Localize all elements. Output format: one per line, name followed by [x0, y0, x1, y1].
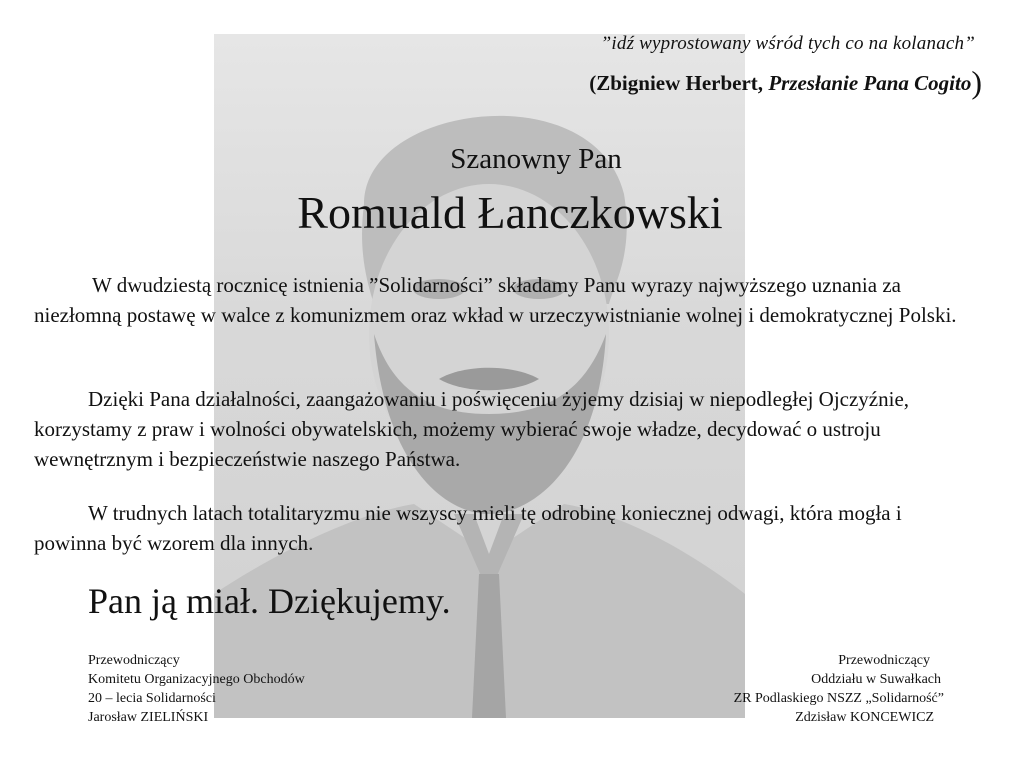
signature-title: Przewodniczący — [838, 653, 930, 668]
signature-organization-detail: ZR Podlaskiego NSZZ „Solidarność” — [733, 691, 944, 706]
signature-organization: Komitetu Organizacyjnego Obchodów — [88, 672, 305, 687]
paragraph-anniversary — [34, 270, 969, 330]
closing-statement: Pan ją miał. Dziękujemy. — [88, 581, 451, 621]
signature-name: Zdzisław KONCEWICZ — [795, 710, 934, 725]
recipient-name: Romuald Łanczkowski — [297, 187, 723, 238]
epigraph-quote: ”idź wyprostowany wśród tych co na kolanach” — [600, 33, 975, 54]
signature-organization: Oddziału w Suwałkach — [811, 672, 941, 687]
paragraph-courage — [34, 498, 969, 558]
paragraph-thanks — [34, 384, 969, 474]
signature-title: Przewodniczący — [88, 653, 180, 668]
paragraph-text: W trudnych latach totalitaryzmu nie wszyscy mieli tę odrobinę koniecznej odwagi, która mogła i powinna być wzorem dla innych. — [34, 501, 902, 555]
signature-block-left — [88, 651, 305, 727]
signature-block-right — [734, 651, 944, 727]
salutation: Szanowny Pan — [450, 143, 622, 175]
epigraph-close-paren: ) — [971, 64, 982, 100]
paragraph-text: W dwudziestą rocznicę istnienia ”Solidarności” składamy Panu wyrazy najwyższego uznania za niezłomną postawę w walce z komunizmem oraz wkład w urzeczywistnianie wolnej i demokratycznej Polski. — [34, 273, 957, 327]
epigraph-work-title: Przesłanie Pana Cogito — [768, 71, 972, 95]
paragraph-text: Dzięki Pana działalności, zaangażowaniu i poświęceniu żyjemy dzisiaj w niepodległej Ojczyźnie, korzystamy z praw i wolności obywatelskich, możemy wybierać swoje władze, decydować o ustroju wewnętrznym i bezpieczeństwie naszego Państwa. — [34, 387, 910, 471]
signature-name: Jarosław ZIELIŃSKI — [88, 710, 209, 725]
epigraph-attribution — [589, 64, 982, 101]
epigraph-author: (Zbigniew Herbert, — [589, 71, 769, 95]
signature-organization-detail: 20 – lecia Solidarności — [88, 691, 216, 706]
